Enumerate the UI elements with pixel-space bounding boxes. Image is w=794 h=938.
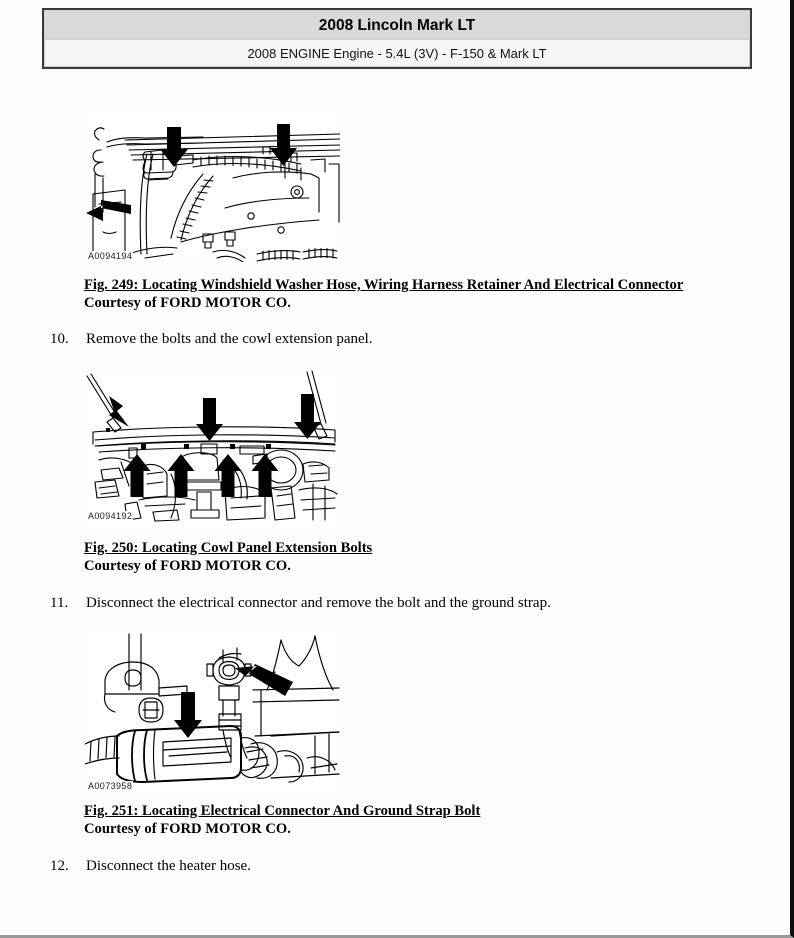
document-subtitle: 2008 ENGINE Engine - 5.4L (3V) - F-150 & Mark LT (44, 39, 750, 67)
step-10-number: 10. (50, 331, 69, 347)
step-12-text: Disconnect the heater hose. (86, 858, 251, 874)
document-title: 2008 Lincoln Mark LT (44, 10, 750, 39)
figure-251-art-id: A0073958 (88, 781, 133, 791)
document-header-table (42, 8, 752, 69)
cowl-panel-line-art-250 (85, 370, 340, 522)
step-item-11 (50, 594, 690, 612)
figure-249-caption-title: Fig. 249: Locating Windshield Washer Hose, Wiring Harness Retainer And Electrical Connector (84, 277, 684, 293)
figure-249-block (85, 112, 340, 262)
engine-bay-line-art-249 (85, 112, 340, 262)
figure-250-block (85, 370, 340, 522)
figure-250-caption-courtesy: Courtesy of FORD MOTOR CO. (84, 557, 291, 574)
callout-arrow-down-left (160, 127, 188, 167)
figure-250-art-id: A0094192 (88, 511, 133, 521)
step-11-number: 11. (50, 595, 69, 611)
figure-251-caption (84, 803, 480, 838)
figure-249-caption-courtesy: Courtesy of FORD MOTOR CO. (84, 294, 291, 311)
callout-arrow-down-251 (174, 692, 202, 738)
connector-line-art-251 (85, 632, 340, 792)
step-10-text: Remove the bolts and the cowl extension panel. (86, 331, 373, 347)
figure-251-block (85, 632, 340, 792)
callout-arrow-left-251 (235, 664, 293, 696)
step-item-12 (50, 857, 450, 875)
figure-251-caption-title: Fig. 251: Locating Electrical Connector And Ground Strap Bolt (84, 803, 481, 819)
step-item-10 (50, 330, 650, 348)
callout-arrows-down-250 (109, 394, 321, 441)
figure-250-caption (84, 540, 372, 575)
step-12-number: 12. (50, 858, 69, 874)
figure-250-illustration (85, 370, 340, 522)
connector-ground-strap-line-art-251 (85, 632, 340, 792)
figure-249-caption (84, 277, 683, 312)
figure-251-caption-courtesy: Courtesy of FORD MOTOR CO. (84, 820, 291, 837)
step-11-text: Disconnect the electrical connector and remove the bolt and the ground strap. (86, 595, 551, 611)
figure-249-illustration (85, 112, 340, 262)
figure-250-caption-title: Fig. 250: Locating Cowl Panel Extension Bolts (84, 540, 373, 556)
figure-249-art-id: A0094194 (88, 251, 133, 261)
